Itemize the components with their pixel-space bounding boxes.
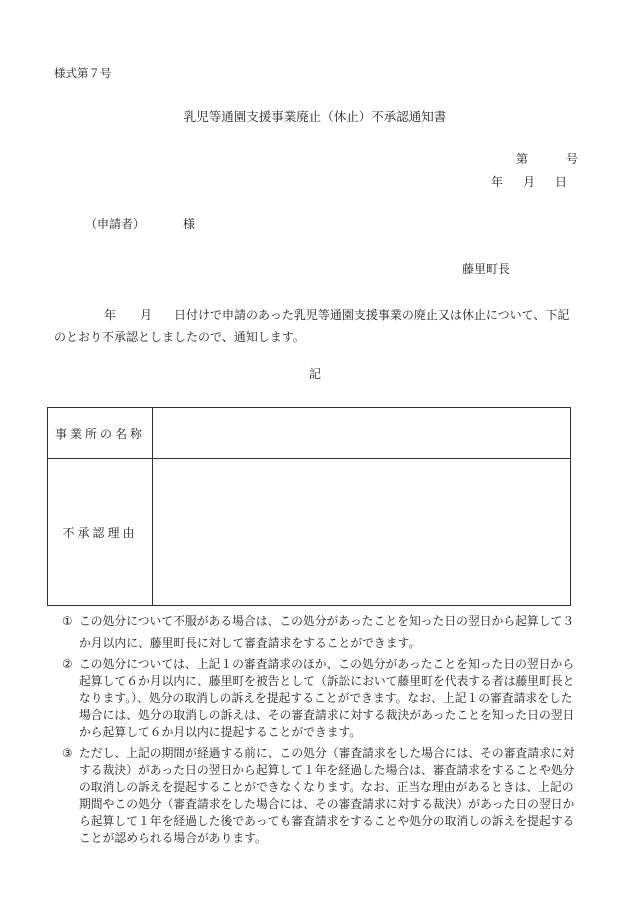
reason-label: 不承認理由 bbox=[48, 459, 153, 606]
body-line-2: のとおり不承認としましたので、通知します。 bbox=[54, 330, 305, 344]
body-month: 月 bbox=[140, 308, 153, 322]
document-title: 乳児等通園支援事業廃止（休止）不承認通知書 bbox=[183, 109, 447, 124]
sender: 藤里町長 bbox=[462, 262, 511, 276]
note-text: ただし、上記の期間が経過する前に、この処分（審査請求をした場合には、その審査請求に対する裁決）があった日の翌日から起算して１年を経過した場合は、審査請求をすることや処分の取消しの訴えを提起することができなくなります。なお、正当な理由があるときは、上記の期間やこの処分（審査請求をした場合には、その審査請求に対する裁決）があった日の翌日から起算して１年を経過した後であっても審査請求をすることや処分の取消しの訴えを提起することが認められる場合があります。 bbox=[79, 746, 575, 845]
note-text: この処分については、上記１の審査請求のほか、この処分があったことを知った日の翌日から起算して６か月以内に、藤里町を被告として（訴訟において藤里町を代表する者は藤里町長となります。）、処分の取消しの訴えを提起することができます。なお、上記１の審査請求をした場合には、処分の取消しの訴えは、その審査請求に対する裁決があったことを知った日の翌日から起算して６か月以内に提起することができます。 bbox=[79, 657, 575, 739]
office-name-label: 事業所の名称 bbox=[48, 408, 153, 459]
note-mark: ① bbox=[62, 614, 73, 628]
office-name-value bbox=[153, 408, 571, 459]
note-mark: ③ bbox=[62, 746, 73, 760]
note-mark: ② bbox=[62, 657, 73, 671]
addressee-label: （申請者） bbox=[85, 217, 146, 231]
note-item bbox=[62, 610, 582, 654]
office-name-row bbox=[48, 408, 571, 459]
issue-date bbox=[491, 176, 567, 188]
addressee-honorific: 様 bbox=[183, 217, 196, 231]
form-number: 様式第７号 bbox=[54, 66, 112, 80]
issue-date-month: 月 bbox=[523, 175, 536, 189]
issue-date-year: 年 bbox=[491, 175, 504, 189]
reason-value bbox=[153, 459, 571, 606]
issue-number-prefix: 第 bbox=[516, 152, 529, 166]
note-item bbox=[62, 656, 582, 741]
body-line-1 bbox=[54, 304, 578, 326]
issue-number bbox=[516, 153, 578, 165]
details-table bbox=[47, 407, 571, 606]
note-text: この処分について不服がある場合は、この処分があったことを知った日の翌日から起算して３か月以内に、藤里町長に対して審査請求をすることができます。 bbox=[79, 614, 575, 650]
body-year: 年 bbox=[104, 308, 117, 322]
issue-date-day: 日 bbox=[555, 175, 568, 189]
notes-list bbox=[62, 610, 582, 851]
note-item bbox=[62, 745, 582, 847]
addressee bbox=[85, 218, 195, 230]
body-paragraph bbox=[54, 304, 578, 348]
body-text: 日付けで申請のあった乳児等通園支援事業の廃止又は休止について、下記 bbox=[174, 308, 570, 322]
issue-number-suffix: 号 bbox=[566, 152, 579, 166]
ki-heading: 記 bbox=[308, 367, 321, 381]
reason-row bbox=[48, 459, 571, 606]
